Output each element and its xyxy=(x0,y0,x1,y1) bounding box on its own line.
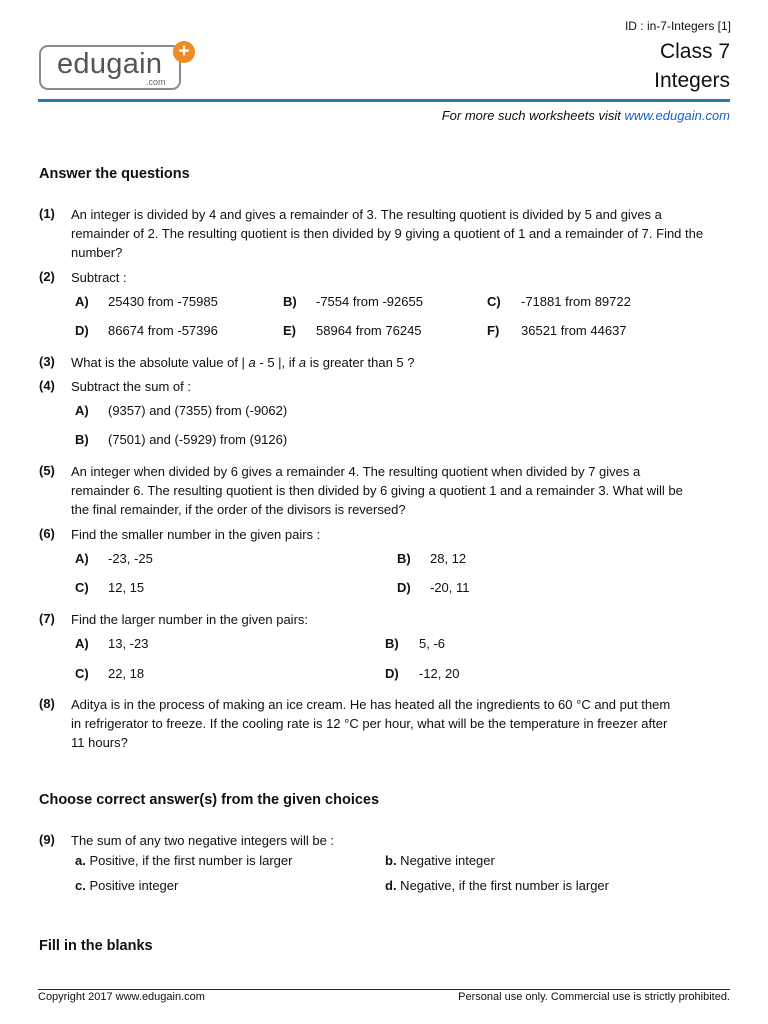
choice-text: Positive, if the first number is larger xyxy=(85,853,293,868)
choice-c[interactable] xyxy=(75,878,178,893)
choice-d[interactable] xyxy=(385,878,609,893)
footer-divider xyxy=(38,989,730,990)
option-value: -20, 11 xyxy=(430,580,470,595)
option-label: C) xyxy=(487,294,501,309)
question-text: Find the smaller number in the given pairs : xyxy=(71,527,321,542)
choice-b[interactable] xyxy=(385,853,495,868)
question-number: (2) xyxy=(39,269,55,284)
option-value: (7501) and (-5929) from (9126) xyxy=(108,432,288,447)
question-text: Subtract the sum of : xyxy=(71,379,191,394)
option-label: A) xyxy=(75,551,89,566)
option-value: -7554 from -92655 xyxy=(316,294,423,309)
choice-text: Negative, if the first number is larger xyxy=(396,878,609,893)
option-value: 12, 15 xyxy=(108,580,145,595)
footer-copyright: Copyright 2017 www.edugain.com xyxy=(38,991,205,1003)
text-part: - 5 |, if xyxy=(255,355,299,370)
option-value: -12, 20 xyxy=(419,666,460,681)
choice-label: b. xyxy=(385,853,397,868)
more-worksheets xyxy=(442,108,730,123)
question-number: (1) xyxy=(39,206,55,221)
section-heading-answer: Answer the questions xyxy=(39,166,190,182)
option-label: D) xyxy=(75,323,89,338)
text-part: What is the absolute value of | xyxy=(71,355,249,370)
option-value: 13, -23 xyxy=(108,636,149,651)
choice-label: d. xyxy=(385,878,397,893)
header-divider xyxy=(38,99,730,102)
question-text: An integer is divided by 4 and gives a remainder of 3. The resulting quotient is divided by 5 and gives a remainder of 2. The resulting quotient is then divided by 9 giving a quotient of 1 and a remainder of 7. Find the number? xyxy=(71,207,704,260)
plus-icon: + xyxy=(173,41,195,63)
text-part: is greater than 5 ? xyxy=(306,355,415,370)
option-label: B) xyxy=(397,551,411,566)
question-text: Aditya is in the process of making an ice cream. He has heated all the ingredients to 60 °C and put them in refrigerator to freeze. If the cooling rate is 12 °C per hour, what will be the temperature in freezer after 11 hours? xyxy=(71,697,671,750)
option-value: -71881 from 89722 xyxy=(521,294,631,309)
choice-label: c. xyxy=(75,878,86,893)
choice-a[interactable] xyxy=(75,853,292,868)
option-label: A) xyxy=(75,636,89,651)
question-number: (5) xyxy=(39,463,55,478)
section-heading-choices: Choose correct answer(s) from the given choices xyxy=(39,792,380,808)
option-label: D) xyxy=(397,580,411,595)
option-value: 22, 18 xyxy=(108,666,145,681)
variable: a xyxy=(248,355,256,370)
option-label: E) xyxy=(283,323,296,338)
option-label: C) xyxy=(75,666,89,681)
option-label: B) xyxy=(283,294,297,309)
choice-text: Positive integer xyxy=(85,878,179,893)
section-heading-fill-blanks: Fill in the blanks xyxy=(39,938,153,954)
option-label: C) xyxy=(75,580,89,595)
option-label: F) xyxy=(487,323,500,338)
option-value: 58964 from 76245 xyxy=(316,323,422,338)
logo-domain: .com xyxy=(146,77,166,87)
question-number: (7) xyxy=(39,611,55,626)
worksheet-id: ID : in-7-Integers [1] xyxy=(624,19,731,33)
option-value: 36521 from 44637 xyxy=(521,323,627,338)
more-text: For more such worksheets visit xyxy=(441,108,625,123)
website-link[interactable]: www.edugain.com xyxy=(624,108,730,123)
choice-label: a. xyxy=(75,853,86,868)
question-number: (6) xyxy=(39,526,55,541)
option-value: 86674 from -57396 xyxy=(108,323,218,338)
question-text: Find the larger number in the given pairs: xyxy=(71,612,309,627)
question-text: Subtract : xyxy=(71,270,127,285)
option-value: 5, -6 xyxy=(419,636,446,651)
question-text: The sum of any two negative integers will be : xyxy=(71,833,335,848)
option-label: B) xyxy=(75,432,89,447)
option-label: D) xyxy=(385,666,399,681)
question-number: (9) xyxy=(39,832,55,847)
question-number: (3) xyxy=(39,354,55,369)
variable: a xyxy=(298,355,307,370)
option-value: 28, 12 xyxy=(430,551,467,566)
topic-title: Integers xyxy=(654,69,730,92)
class-title: Class 7 xyxy=(659,40,730,63)
option-value: (9357) and (7355) from (-9062) xyxy=(108,403,288,418)
option-label: A) xyxy=(75,294,89,309)
footer-notice: Personal use only. Commercial use is strictly prohibited. xyxy=(458,991,730,1003)
choice-text: Negative integer xyxy=(396,853,495,868)
question-text xyxy=(71,353,711,372)
logo: edugain xyxy=(57,48,163,80)
question-number: (8) xyxy=(39,696,55,711)
option-value: 25430 from -75985 xyxy=(108,294,218,309)
question-text: An integer when divided by 6 gives a remainder 4. The resulting quotient when divided by 7 gives a remainder 6. The resulting quotient is then divided by 6 giving a quotient 1 and a remainder 3. What will be the final remainder, if the order of the divisors is reversed? xyxy=(71,464,683,517)
option-label: A) xyxy=(75,403,89,418)
option-label: B) xyxy=(385,636,399,651)
option-value: -23, -25 xyxy=(108,551,153,566)
question-number: (4) xyxy=(39,378,55,393)
